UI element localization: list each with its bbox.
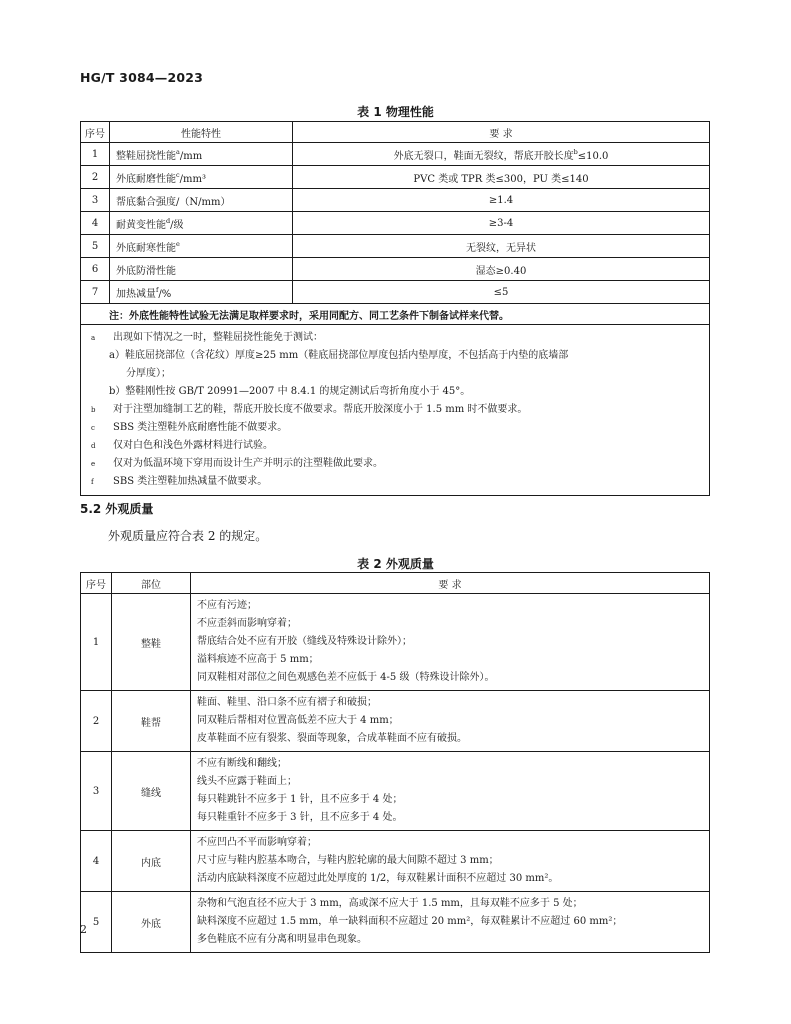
table-row <box>81 166 710 189</box>
requirement-line: 溢料痕迹不应高于 5 mm； <box>197 654 319 665</box>
table-row <box>81 752 710 831</box>
row-part: 缝线 <box>112 752 191 831</box>
row-no: 1 <box>81 594 112 691</box>
table1-header-requirement: 要 求 <box>293 122 710 143</box>
property-label: 加热减量 <box>116 288 156 300</box>
property-unit: /mm³ <box>179 173 206 185</box>
row-requirement: ≥1.4 <box>293 189 710 212</box>
table1-note: 注：外底性能特性试验无法满足取样要求时，采用同配方、同工艺条件下制备试样来代替。 <box>81 304 710 325</box>
property-label: 外底耐磨性能 <box>116 173 176 185</box>
row-property <box>110 212 293 235</box>
row-no: 4 <box>81 212 110 235</box>
requirement-line: 皮革鞋面不应有裂浆、裂面等现象，合成革鞋面不应有破损。 <box>197 733 467 744</box>
footnote-ref: b <box>573 147 578 156</box>
row-no: 4 <box>81 831 112 892</box>
footnote-text: 仅对为低温环境下穿用而设计生产并明示的注塑鞋做此要求。 <box>113 458 383 469</box>
footnote-d <box>87 437 703 455</box>
row-no: 3 <box>81 189 110 212</box>
row-requirements <box>191 594 710 691</box>
footnote-a-sub1-cont: 分厚度）； <box>126 368 171 379</box>
requirement-line: 鞋面、鞋里、沿口条不应有褶子和破损； <box>197 697 377 708</box>
table-row <box>81 143 710 166</box>
footnote-ref: c <box>176 170 180 179</box>
row-part: 外底 <box>112 892 191 953</box>
requirement-line: 同双鞋相对部位之间色观感色差不应低于 4-5 级（特殊设计除外）。 <box>197 672 495 683</box>
table-row <box>81 235 710 258</box>
property-label: 外底耐寒性能 <box>116 242 176 254</box>
row-requirement: ≤5 <box>293 281 710 304</box>
table-row <box>81 594 710 691</box>
row-no: 7 <box>81 281 110 304</box>
requirement-line: 不应凹凸不平而影响穿着； <box>197 837 317 848</box>
table-physical-properties <box>80 121 710 496</box>
row-property <box>110 143 293 166</box>
row-property: 帮底黏合强度/（N/mm） <box>110 189 293 212</box>
row-requirement: ≥3-4 <box>293 212 710 235</box>
footnote-text: 出现如下情况之一时，整鞋屈挠性能免于测试： <box>113 332 323 343</box>
property-unit: /% <box>158 288 172 300</box>
table-row <box>81 212 710 235</box>
footnote-mark: e <box>91 460 96 468</box>
row-no: 3 <box>81 752 112 831</box>
row-requirements <box>191 752 710 831</box>
row-part: 内底 <box>112 831 191 892</box>
table1-footnotes <box>81 325 710 496</box>
table2-header-row <box>81 573 710 594</box>
footnote-text: 对于注塑加缝制工艺的鞋，帮底开胶长度不做要求。帮底开胶深度小于 1.5 mm 时不做要求。 <box>113 404 528 415</box>
row-property <box>110 281 293 304</box>
requirement-line: 多色鞋底不应有分离和明显串色现象。 <box>197 934 367 945</box>
row-requirement: 湿态≥0.40 <box>293 258 710 281</box>
property-label: 整鞋屈挠性能 <box>116 150 176 162</box>
row-part: 整鞋 <box>112 594 191 691</box>
footnote-mark: c <box>91 424 95 432</box>
table2-header-no: 序号 <box>81 573 112 594</box>
row-requirements <box>191 831 710 892</box>
table-appearance-quality <box>80 572 710 953</box>
footnote-ref: e <box>176 239 180 248</box>
row-requirement: 无裂纹，无异状 <box>293 235 710 258</box>
row-property <box>110 166 293 189</box>
row-property: 外底防滑性能 <box>110 258 293 281</box>
requirement-line: 尺寸应与鞋内腔基本吻合，与鞋内腔轮廓的最大间隙不超过 3 mm； <box>197 855 499 866</box>
footnote-a <box>87 329 703 347</box>
property-label: 耐黄变性能 <box>116 219 166 231</box>
footnote-ref: d <box>166 216 171 225</box>
table1-header-no: 序号 <box>81 122 110 143</box>
table-row <box>81 258 710 281</box>
footnote-text: SBS 类注塑鞋加热减量不做要求。 <box>113 476 268 487</box>
row-requirement: PVC 类或 TPR 类≤300，PU 类≤140 <box>293 166 710 189</box>
requirement-line: 同双鞋后帮相对位置高低差不应大于 4 mm； <box>197 715 399 726</box>
requirement-text: 外底无裂口，鞋面无裂纹，帮底开胶长度 <box>393 150 574 162</box>
row-no: 5 <box>81 892 112 953</box>
row-no: 2 <box>81 166 110 189</box>
footnote-mark: b <box>91 406 96 414</box>
footnote-c <box>87 419 703 437</box>
row-no: 6 <box>81 258 110 281</box>
table2-header-part: 部位 <box>112 573 191 594</box>
requirement-line: 缺料深度不应超过 1.5 mm，单一缺料面积不应超过 20 mm²，每双鞋累计不应超过 60 mm²； <box>197 916 623 927</box>
table-row <box>81 691 710 752</box>
table2-header-requirement: 要 求 <box>191 573 710 594</box>
property-unit: /级 <box>170 219 184 231</box>
footnote-text: SBS 类注塑鞋外底耐磨性能不做要求。 <box>113 422 288 433</box>
footnote-a-sub2: b）整鞋刚性按 GB/T 20991—2007 中 8.4.1 的规定测试后弯折角度小于 45°。 <box>109 386 471 397</box>
footnote-ref: f <box>156 285 159 294</box>
footnote-mark: f <box>91 478 94 486</box>
row-no: 5 <box>81 235 110 258</box>
table-row <box>81 281 710 304</box>
requirement-line: 线头不应露于鞋面上； <box>197 776 297 787</box>
requirement-tail: ≤10.0 <box>577 150 609 162</box>
requirement-line: 不应有断线和翻线； <box>197 758 287 769</box>
requirement-line: 不应歪斜而影响穿着； <box>197 618 297 629</box>
footnote-f <box>87 473 703 491</box>
table1-header-property: 性能特性 <box>110 122 293 143</box>
requirement-line: 每只鞋重针不应多于 3 针，且不应多于 4 处。 <box>197 812 403 823</box>
requirement-line: 不应有污迹； <box>197 600 257 611</box>
section-body: 外观质量应符合表 2 的规定。 <box>108 529 268 543</box>
table1-caption: 表 1 物理性能 <box>357 105 434 119</box>
requirement-line: 帮底结合处不应有开胶（缝线及特殊设计除外）； <box>197 636 412 647</box>
requirement-line: 每只鞋跳针不应多于 1 针，且不应多于 4 处； <box>197 794 403 805</box>
row-part: 鞋帮 <box>112 691 191 752</box>
table1-footnotes-row <box>81 325 710 496</box>
footnote-ref: a <box>176 147 180 156</box>
footnote-b <box>87 401 703 419</box>
table-row <box>81 831 710 892</box>
section-heading: 5.2 外观质量 <box>80 502 154 516</box>
requirement-line: 杂物和气泡直径不应大于 3 mm，高或深不应大于 1.5 mm，且每双鞋不应多于 5 处； <box>197 898 583 909</box>
requirement-line: 活动内底缺料深度不应超过此处厚度的 1/2，每双鞋累计面积不应超过 30 mm²。 <box>197 873 559 884</box>
table-row <box>81 189 710 212</box>
page-number: 2 <box>80 923 87 936</box>
table1-header-row <box>81 122 710 143</box>
footnote-mark: a <box>91 334 96 342</box>
row-no: 1 <box>81 143 110 166</box>
footnote-e <box>87 455 703 473</box>
row-requirements <box>191 892 710 953</box>
table-row <box>81 892 710 953</box>
footnote-mark: d <box>91 442 96 450</box>
table1-note-row <box>81 304 710 325</box>
row-no: 2 <box>81 691 112 752</box>
table2-caption: 表 2 外观质量 <box>357 557 434 571</box>
footnote-text: 仅对白色和浅色外露材料进行试验。 <box>113 440 273 451</box>
row-requirement <box>293 143 710 166</box>
row-property <box>110 235 293 258</box>
row-requirements <box>191 691 710 752</box>
footnote-a-sub1: a）鞋底屈挠部位（含花纹）厚度≥25 mm（鞋底屈挠部位厚度包括内垫厚度，不包括高于内垫的底墙部 <box>109 350 569 361</box>
standard-code: HG/T 3084—2023 <box>80 70 204 85</box>
property-unit: /mm <box>179 150 203 162</box>
